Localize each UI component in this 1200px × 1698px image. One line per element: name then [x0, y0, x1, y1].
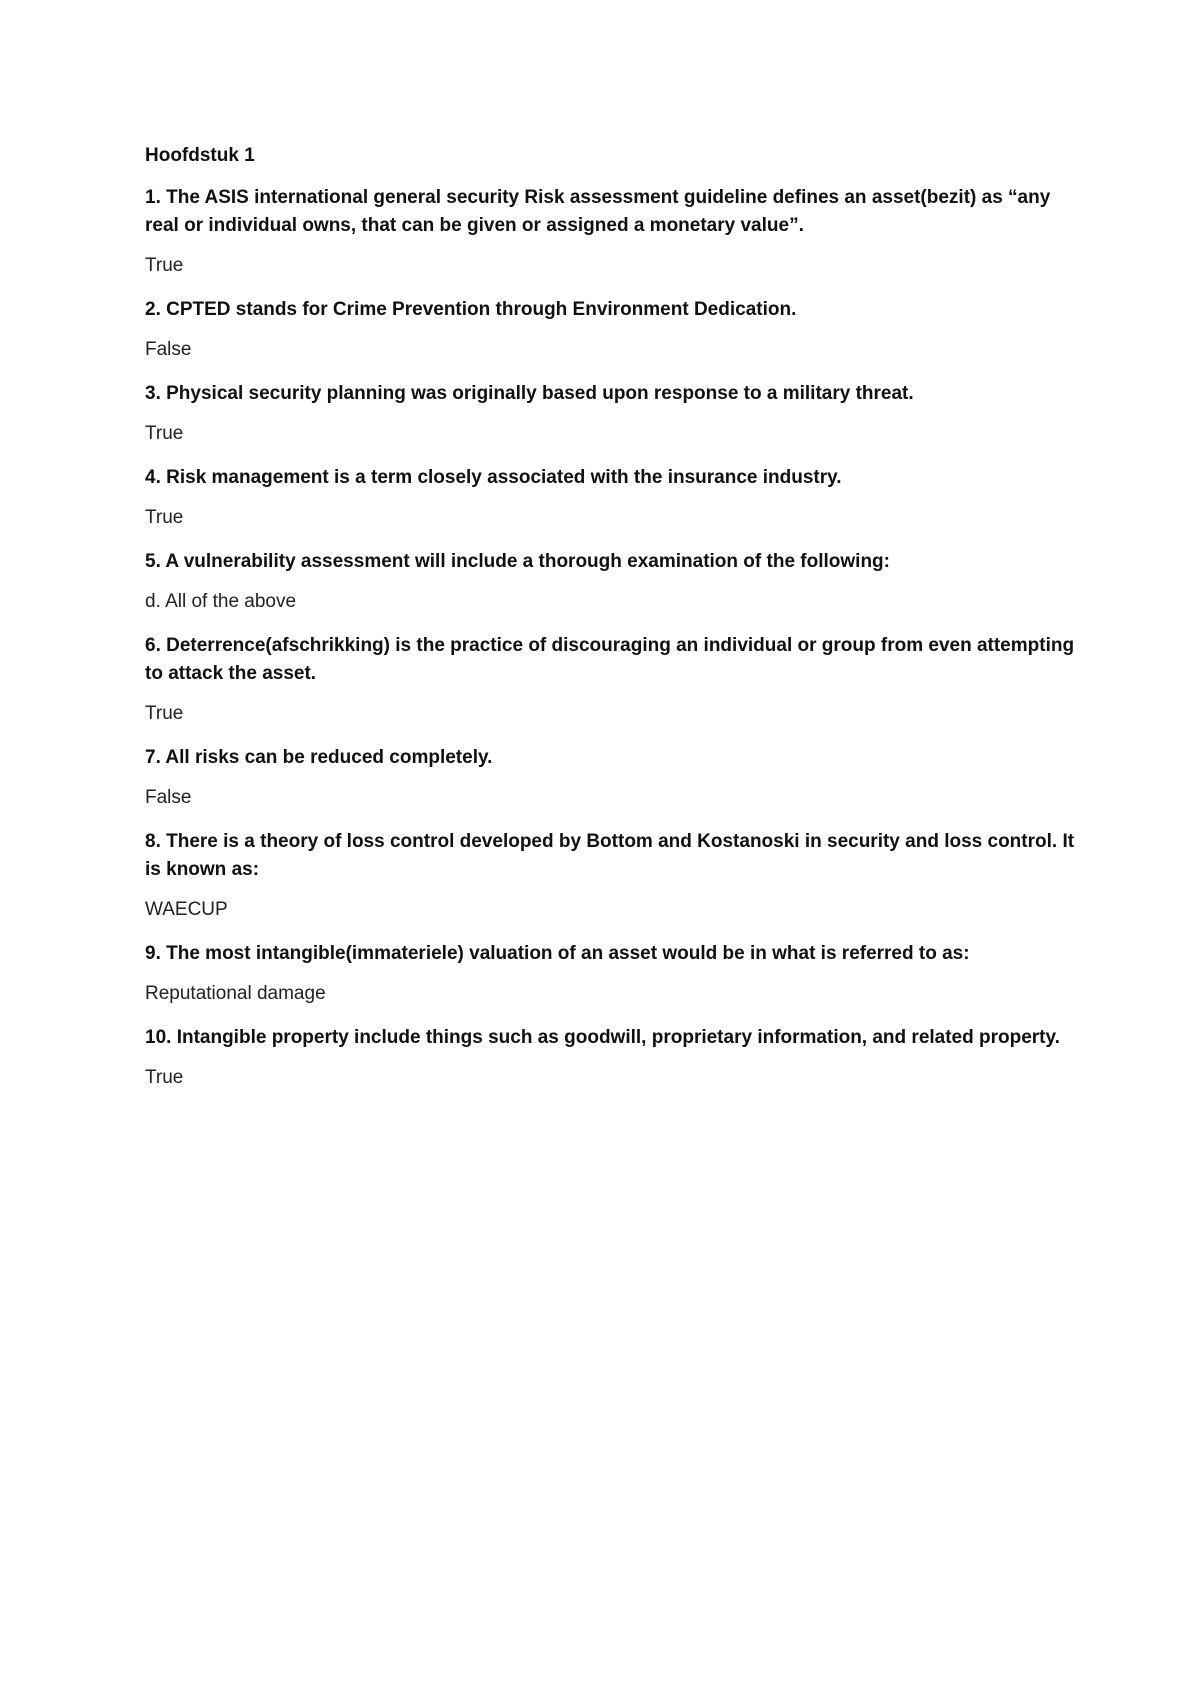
question-1: 1. The ASIS international general security Risk assessment guideline defines an asset(bezit) as “any real or individual owns, that can be given or assigned a monetary value”. — [145, 187, 1051, 236]
question-9: 9. The most intangible(immateriele) valuation of an asset would be in what is referred to as: — [145, 943, 970, 964]
qa-item-4 — [145, 464, 1075, 532]
qa-item-9 — [145, 940, 1075, 1008]
question-2: 2. CPTED stands for Crime Prevention through Environment Dedication. — [145, 299, 797, 320]
document-page — [145, 142, 1075, 1108]
question-4: 4. Risk management is a term closely associated with the insurance industry. — [145, 467, 842, 488]
qa-item-6 — [145, 632, 1075, 728]
answer-9: Reputational damage — [145, 983, 326, 1004]
answer-2: False — [145, 339, 192, 360]
answer-5: d. All of the above — [145, 591, 297, 612]
question-7: 7. All risks can be reduced completely. — [145, 747, 493, 768]
answer-7: False — [145, 787, 192, 808]
answer-3: True — [145, 423, 184, 444]
qa-item-7 — [145, 744, 1075, 812]
answer-1: True — [145, 255, 184, 276]
question-3: 3. Physical security planning was originally based upon response to a military threat. — [145, 383, 914, 404]
qa-item-5 — [145, 548, 1075, 616]
chapter-heading: Hoofdstuk 1 — [145, 145, 255, 166]
qa-item-3 — [145, 380, 1075, 448]
question-6: 6. Deterrence(afschrikking) is the practice of discouraging an individual or group from even attempting to attack the asset. — [145, 635, 1075, 684]
question-10: 10. Intangible property include things such as goodwill, proprietary information, and related property. — [145, 1027, 1060, 1048]
qa-item-8 — [145, 828, 1075, 924]
qa-item-10 — [145, 1024, 1075, 1092]
question-8: 8. There is a theory of loss control developed by Bottom and Kostanoski in security and loss control. It is known as: — [145, 831, 1075, 880]
qa-item-2 — [145, 296, 1075, 364]
qa-item-1 — [145, 184, 1075, 280]
answer-8: WAECUP — [145, 899, 228, 920]
question-5: 5. A vulnerability assessment will include a thorough examination of the following: — [145, 551, 890, 572]
answer-10: True — [145, 1067, 184, 1088]
answer-4: True — [145, 507, 184, 528]
answer-6: True — [145, 703, 184, 724]
